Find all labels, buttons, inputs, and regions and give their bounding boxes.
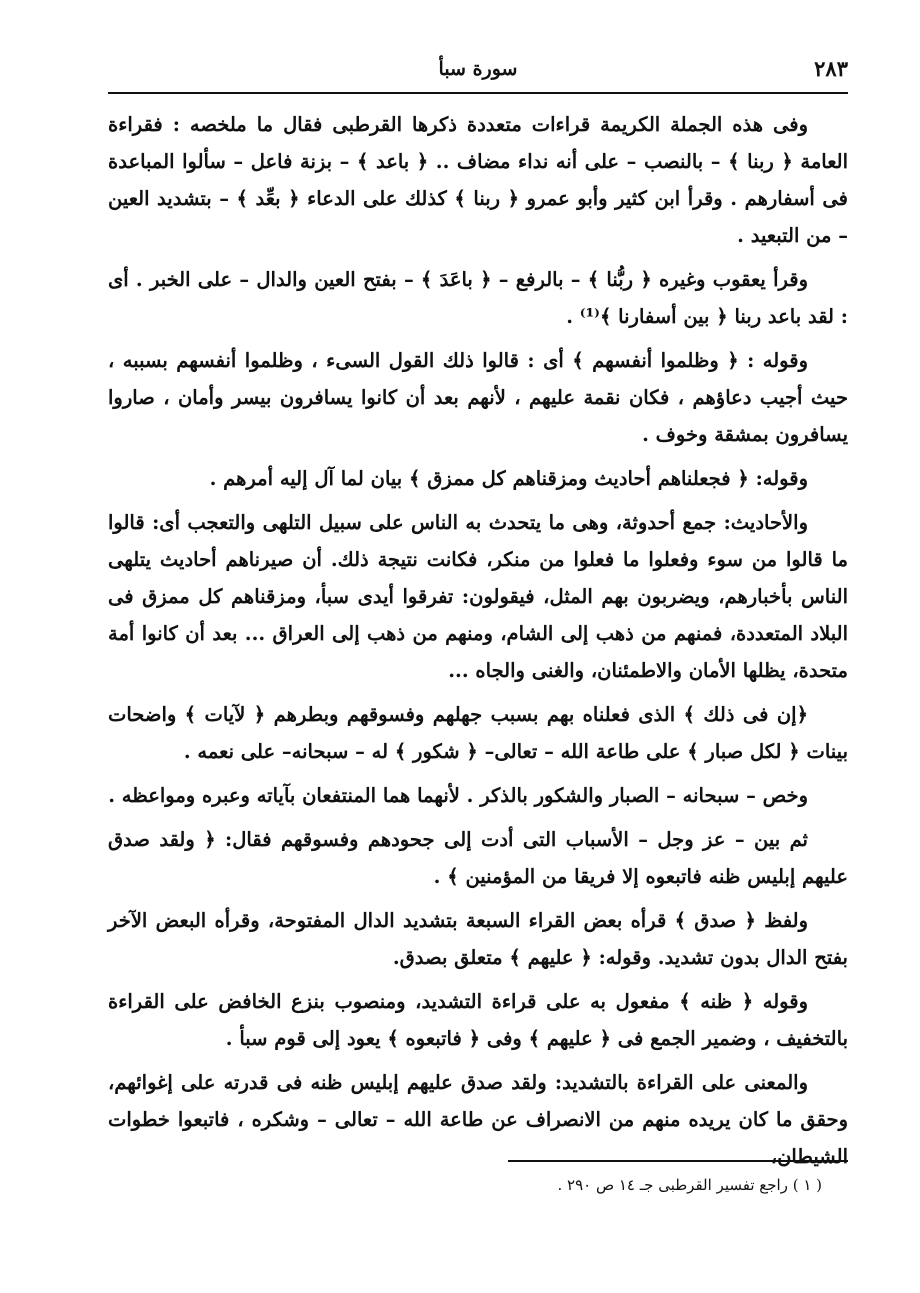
paragraph: ﴿إن فى ذلك ﴾ الذى فعلناه بهم بسبب جهلهم وفسوقهم وبطرهم ﴿ لآيات ﴾ واضحات بينات ﴿ لكل صبار ﴾ على طاعة الله – تعالى– ﴿ شكور ﴾ له – سبحانه– على نعمه . <box>108 703 848 763</box>
paragraph: والمعنى على القراءة بالتشديد: ولقد صدق عليهم إبليس ظنه فى قدرته على إغوائهم، وحقق ما كان يريده منهم من الانصراف عن طاعة الله – تعالى – وشكره ، فاتبعوا خطوات الشيطان، <box>108 1071 848 1168</box>
paragraph: وقرأ يعقوب وغيره ﴿ ربُّنا ﴾ – بالرفع – ﴿ باعَدَ ﴾ – بفتح العين والدال – على الخبر . أى : لقد باعد ربنا ﴿ بين أسفارنا ﴾⁽¹⁾ . <box>108 268 848 328</box>
page-header <box>108 52 848 94</box>
page-number: ٢٨٣ <box>814 56 848 81</box>
paragraph: ثم بين – عز وجل – الأسباب التى أدت إلى جحودهم وفسوقهم فقال: ﴿ ولقد صدق عليهم إبليس ظنه فاتبعوه إلا فريقا من المؤمنين ﴾ . <box>108 828 848 888</box>
footnote-divider <box>508 1160 848 1162</box>
surah-title: سورة سبأ <box>438 58 518 80</box>
paragraph: والأحاديث: جمع أحدوثة، وهى ما يتحدث به الناس على سبيل التلهى والتعجب أى: قالوا ما قالوا من سوء وفعلوا ما فعلوا من منكر، فكانت نتيجة ذلك. أن صيرناهم أحاديث يتلهى الناس بأخبارهم، ويضربون بهم المثل، فيقولون: تفرقوا أيدى سبأ، ومزقناهم كل ممزق فى البلاد المتعددة، فمنهم من ذهب إلى الشام، ومنهم من ذهب إلى العراق ... بعد أن كانوا أمة متحدة، يظلها الأمان والاطمئنان، والغنى والجاه ... <box>108 511 848 682</box>
paragraph: وخص – سبحانه – الصبار والشكور بالذكر . لأنهما هما المنتفعان بآياته وعبره ومواعظه . <box>108 784 808 807</box>
paragraph: ولفظ ﴿ صدق ﴾ قرأه بعض القراء السبعة بتشديد الدال المفتوحة، وقرأه البعض الآخر بفتح الدال بدون تشديد. وقوله: ﴿ عليهم ﴾ متعلق بصدق. <box>108 909 848 969</box>
page <box>108 52 848 1182</box>
paragraph: وقوله : ﴿ وظلموا أنفسهم ﴾ أى : قالوا ذلك القول السىء ، وظلموا أنفسهم بسببه ، حيث أجيب دعاؤهم ، فكان نقمة عليهم ، لأنهم بعد أن كانوا يسافرون بيسر وأمان ، صاروا يسافرون بمشقة وخوف . <box>108 349 848 446</box>
main-text <box>108 106 848 1175</box>
footnote: ( ١ ) راجع تفسير القرطبى جـ ١٤ ص ٢٩٠ . <box>557 1176 822 1194</box>
paragraph: وقوله ﴿ ظنه ﴾ مفعول به على قراءة التشديد، ومنصوب بنزع الخافض على القراءة بالتخفيف ، وضمير الجمع فى ﴿ عليهم ﴾ وفى ﴿ فاتبعوه ﴾ يعود إلى قوم سبأ . <box>108 990 848 1050</box>
footnotes <box>108 1160 848 1196</box>
paragraph: وقوله: ﴿ فجعلناهم أحاديث ومزقناهم كل ممزق ﴾ بيان لما آل إليه أمرهم . <box>209 467 808 490</box>
paragraph: وفى هذه الجملة الكريمة قراءات متعددة ذكرها القرطبى فقال ما ملخصه : فقراءة العامة ﴿ ربنا ﴾ – بالنصب – على أنه نداء مضاف .. ﴿ باعد ﴾ – بزنة فاعل – سألوا المباعدة فى أسفارهم . وقرأ ابن كثير وأبو عمرو ﴿ ربنا ﴾ كذلك على الدعاء ﴿ بعِّد ﴾ – بتشديد العين – من التبعيد . <box>108 113 848 247</box>
